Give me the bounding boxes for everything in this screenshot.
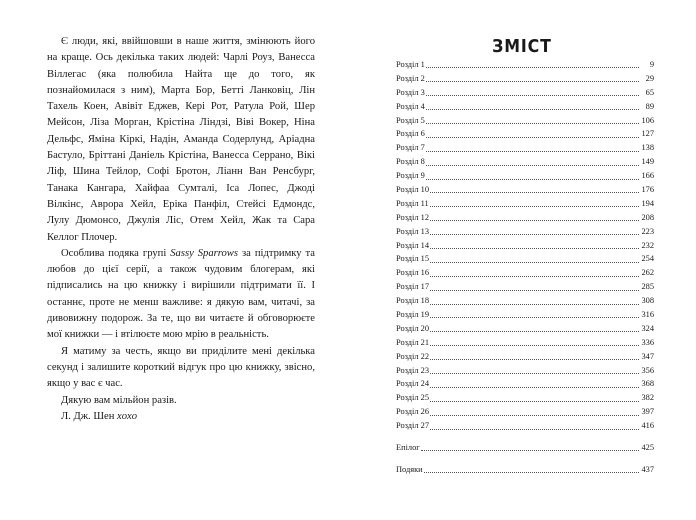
toc-entry-page: 308 xyxy=(641,296,654,306)
toc-entry[interactable] xyxy=(396,391,654,405)
toc-entry[interactable] xyxy=(396,225,654,239)
toc-entry-label: Розділ 13 xyxy=(396,226,430,236)
toc-entry[interactable] xyxy=(396,169,654,183)
toc-entry-page: 149 xyxy=(641,157,654,167)
toc-entry[interactable] xyxy=(396,322,654,336)
toc-entry[interactable] xyxy=(396,377,654,391)
toc-leader-dots xyxy=(430,381,639,388)
toc-entry-label: Розділ 9 xyxy=(396,171,425,181)
toc-entry-label: Розділ 1 xyxy=(396,60,425,69)
toc-entry-label: Розділ 8 xyxy=(396,157,425,167)
toc-entry[interactable] xyxy=(396,336,654,350)
toc-entry-label: Розділ 23 xyxy=(396,365,430,375)
toc-title: ЗМІСТ xyxy=(492,36,552,57)
toc-entry[interactable] xyxy=(396,308,654,322)
toc-entry-page: 356 xyxy=(641,365,654,375)
paragraph-review-request: Я матиму за честь, якщо ви приділите мені декілька секунд і залишите короткий відгук про цю книжку, звісно, якщо у вас є час. xyxy=(47,345,315,390)
toc-leader-dots xyxy=(421,444,639,451)
acknowledgements-text xyxy=(47,34,315,425)
toc-leader-dots xyxy=(426,75,639,82)
toc-entry[interactable] xyxy=(396,100,654,114)
toc-entry-label: Розділ 3 xyxy=(396,87,425,97)
toc-leader-dots xyxy=(430,228,639,235)
toc-leader-dots xyxy=(430,186,639,193)
toc-entry-page: 368 xyxy=(641,379,654,389)
toc-leader-dots xyxy=(430,339,639,346)
group-name: Sassy Sparrows xyxy=(170,247,238,259)
toc-entry[interactable] xyxy=(396,405,654,419)
toc-entry-page: 89 xyxy=(645,101,654,111)
paragraph-text: Особлива подяка групі xyxy=(61,247,171,259)
paragraph-thank-you: Дякую вам мільйон разів. xyxy=(61,394,177,406)
toc-leader-dots xyxy=(430,270,639,277)
toc-leader-dots xyxy=(426,117,639,124)
toc-leader-dots xyxy=(430,200,639,207)
toc-leader-dots xyxy=(430,395,639,402)
toc-entry-page: 336 xyxy=(641,337,654,347)
toc-entry-label: Розділ 5 xyxy=(396,115,425,125)
toc-leader-dots xyxy=(426,145,639,152)
toc-entry[interactable] xyxy=(396,58,654,72)
toc-leader-dots xyxy=(430,242,639,249)
toc-entry-page: 166 xyxy=(641,171,654,181)
toc-entry-page: 316 xyxy=(641,310,654,320)
right-page xyxy=(348,0,696,520)
toc-entry-label: Розділ 7 xyxy=(396,143,425,153)
toc-entry-label: Розділ 18 xyxy=(396,296,430,306)
toc-leader-dots xyxy=(424,466,639,473)
toc-entry[interactable] xyxy=(396,239,654,253)
toc-entry-label: Розділ 16 xyxy=(396,268,430,278)
toc-entry[interactable] xyxy=(396,266,654,280)
toc-leader-dots xyxy=(430,353,639,360)
toc-entry-page: 127 xyxy=(641,129,654,139)
toc-entry-label: Розділ 10 xyxy=(396,185,430,195)
toc-entry[interactable] xyxy=(396,294,654,308)
toc-entry-page: 397 xyxy=(641,407,654,417)
toc-entry[interactable] xyxy=(396,86,654,100)
toc-entry-label: Розділ 12 xyxy=(396,212,430,222)
toc-entry[interactable] xyxy=(396,419,654,433)
toc-entry-label: Розділ 17 xyxy=(396,282,430,292)
toc-entry-page: 138 xyxy=(641,143,654,153)
author-name: Л. Дж. Шен xyxy=(61,410,118,422)
toc-leader-dots xyxy=(426,173,639,180)
toc-leader-dots xyxy=(430,367,639,374)
toc-leader-dots xyxy=(426,61,639,68)
toc-entry-page: 285 xyxy=(641,282,654,292)
toc-entry-page: 208 xyxy=(641,212,654,222)
paragraph-thanks-list: Є люди, які, ввійшовши в наше життя, змінюють його на краще. Ось декілька таких людей: Чарлі Роуз, Ванесса Віллегас (яка полюбила Найта ще до того, як познайомилася з ним), Марта Бор, Бетті Ланковіц, Лін Тахель Коен, Авівіт Еджев, Кері Рот, Ратула Рой, Шер Мейсон, Ліза Морган, Крістіна Ліндзі, Віві Вокер, Ніна Дельфс, Яміна Кіркі, Надін, Аманда Содерлунд, Аріадна Бастуло, Бріттані Даніель Крістіна, Ванесса Серрано, Вікі Ліф, Шина Тейлор, Софі Бротон, Ліанн Ван Ренсбург, Танака Кангара, Хайфаа Сумталі, Іса Лопес, Джоді Вілкінс, Аврора Хейл, Еріка Панфіл, Стейсі Едмондс, Лулу Дюмонсо, Джулія Ліс, Отем Хейл, Жак та Сара Келлог Плочер. xyxy=(47,36,315,243)
toc-entry-page: 416 xyxy=(641,421,654,431)
table-of-contents xyxy=(396,58,654,477)
toc-entry[interactable] xyxy=(396,114,654,128)
toc-leader-dots xyxy=(430,284,639,291)
paragraph-text: за підтримку та любов до цієї серії, а також чудовим блогерам, які підписались на цю книжку і вирішили підтримати її. І останнє, проте не менш важливе: я дякую вам, читачі, за дивовижну подорож. За те, що ви читаєте й обговорюєте мої книжки — і втілюєте мою мрію в реальність. xyxy=(47,247,315,341)
toc-entry-label: Розділ 15 xyxy=(396,254,430,264)
toc-leader-dots xyxy=(426,159,639,166)
toc-entry-label: Розділ 21 xyxy=(396,337,430,347)
toc-entry-page: 194 xyxy=(641,198,654,208)
toc-entry-page: 9 xyxy=(649,60,654,69)
toc-entry[interactable] xyxy=(396,211,654,225)
toc-entry-page: 262 xyxy=(641,268,654,278)
toc-entry-page: 232 xyxy=(641,240,654,250)
toc-entry-label: Розділ 19 xyxy=(396,310,430,320)
toc-leader-dots xyxy=(426,103,639,110)
toc-entry-page: 223 xyxy=(641,226,654,236)
toc-leader-dots xyxy=(430,214,639,221)
toc-entry[interactable] xyxy=(396,72,654,86)
toc-entry[interactable] xyxy=(396,364,654,378)
toc-leader-dots xyxy=(430,256,639,263)
toc-entry-label: Розділ 26 xyxy=(396,407,430,417)
toc-entry-label: Розділ 6 xyxy=(396,129,425,139)
toc-entry[interactable] xyxy=(396,155,654,169)
toc-entry[interactable] xyxy=(396,127,654,141)
toc-entry-page: 29 xyxy=(645,73,654,83)
toc-entry[interactable] xyxy=(396,463,654,477)
toc-leader-dots xyxy=(430,409,639,416)
toc-entry-page: 347 xyxy=(641,351,654,361)
toc-entry[interactable] xyxy=(396,141,654,155)
toc-entry-page: 437 xyxy=(641,464,654,474)
toc-entry-label: Розділ 4 xyxy=(396,101,425,111)
toc-entry-label: Розділ 24 xyxy=(396,379,430,389)
toc-entry-page: 254 xyxy=(641,254,654,264)
toc-entry-label: Розділ 20 xyxy=(396,323,430,333)
toc-entry-page: 106 xyxy=(641,115,654,125)
toc-entry-label: Подяки xyxy=(396,464,423,474)
signoff: xoxo xyxy=(117,410,138,422)
toc-entry-label: Розділ 11 xyxy=(396,198,429,208)
toc-leader-dots xyxy=(430,311,639,318)
toc-entry-label: Розділ 27 xyxy=(396,421,430,431)
toc-leader-dots xyxy=(426,89,639,96)
toc-entry-page: 176 xyxy=(641,185,654,195)
toc-entry-label: Епілог xyxy=(396,443,420,453)
toc-entry[interactable] xyxy=(396,350,654,364)
toc-leader-dots xyxy=(430,325,639,332)
toc-entry-label: Розділ 25 xyxy=(396,393,430,403)
toc-leader-dots xyxy=(426,131,639,138)
toc-entry-label: Розділ 14 xyxy=(396,240,430,250)
toc-entry[interactable] xyxy=(396,441,654,455)
toc-entry[interactable] xyxy=(396,280,654,294)
toc-entry[interactable] xyxy=(396,197,654,211)
toc-entry-page: 65 xyxy=(645,87,654,97)
toc-entry-label: Розділ 22 xyxy=(396,351,430,361)
toc-entry-page: 425 xyxy=(641,443,654,453)
paragraph-special-thanks xyxy=(47,246,315,344)
toc-entry[interactable] xyxy=(396,252,654,266)
toc-leader-dots xyxy=(430,298,639,305)
toc-entry-page: 324 xyxy=(641,323,654,333)
toc-entry-page: 382 xyxy=(641,393,654,403)
toc-entry[interactable] xyxy=(396,183,654,197)
signature-line xyxy=(47,409,315,425)
toc-entry-label: Розділ 2 xyxy=(396,73,425,83)
toc-leader-dots xyxy=(430,423,639,430)
